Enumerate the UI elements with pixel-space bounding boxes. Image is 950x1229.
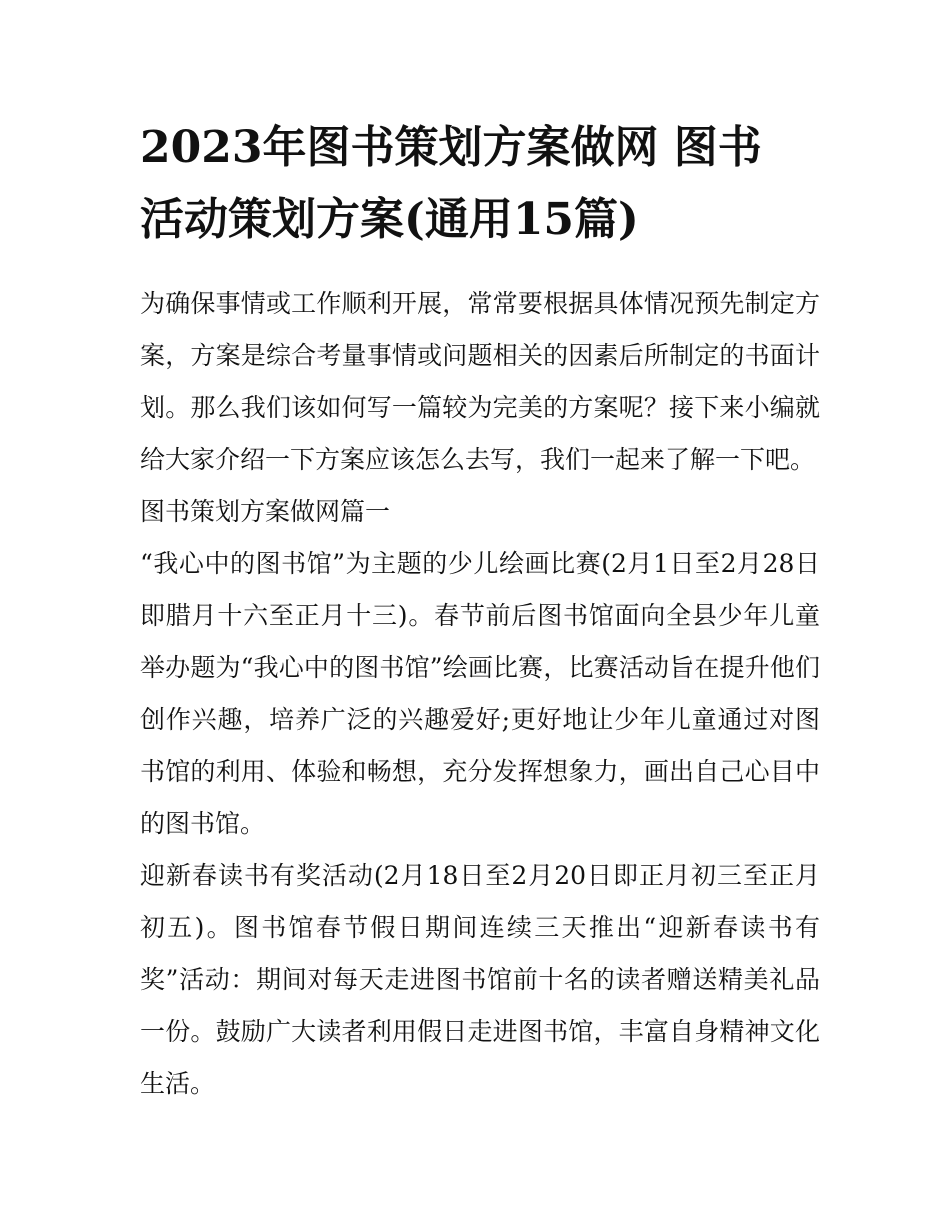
document-body	[140, 278, 820, 1110]
document-title: 2023年图书策划方案做网 图书活动策划方案(通用15篇)	[140, 122, 762, 245]
intro-paragraph: 为确保事情或工作顺利开展，常常要根据具体情况预先制定方案，方案是综合考量事情或问题相关的因素后所制定的书面计划。那么我们该如何写一篇较为完美的方案呢？接下来小编就给大家介绍一下方案应该怎么去写，我们一起来了解一下吧。	[140, 289, 820, 474]
section-heading: 图书策划方案做网篇一	[140, 497, 391, 526]
activity-paragraph-drawing-contest: “我心中的图书馆”为主题的少儿绘画比赛(2月1日至2月28日即腊月十六至正月十三)。春节前后图书馆面向全县少年儿童举办题为“我心中的图书馆”绘画比赛，比赛活动旨在提升他们创作兴趣，培养广泛的兴趣爱好;更好地让少年儿童通过对图书馆的利用、体验和畅想，充分发挥想象力，画出自己心目中的图书馆。	[140, 549, 820, 838]
activity-paragraph-reading-award: 迎新春读书有奖活动(2月18日至2月20日即正月初三至正月初五)。图书馆春节假日期间连续三天推出“迎新春读书有奖”活动：期间对每天走进图书馆前十名的读者赠送精美礼品一份。鼓励广大读者利用假日走进图书馆，丰富自身精神文化生活。	[140, 861, 820, 1098]
